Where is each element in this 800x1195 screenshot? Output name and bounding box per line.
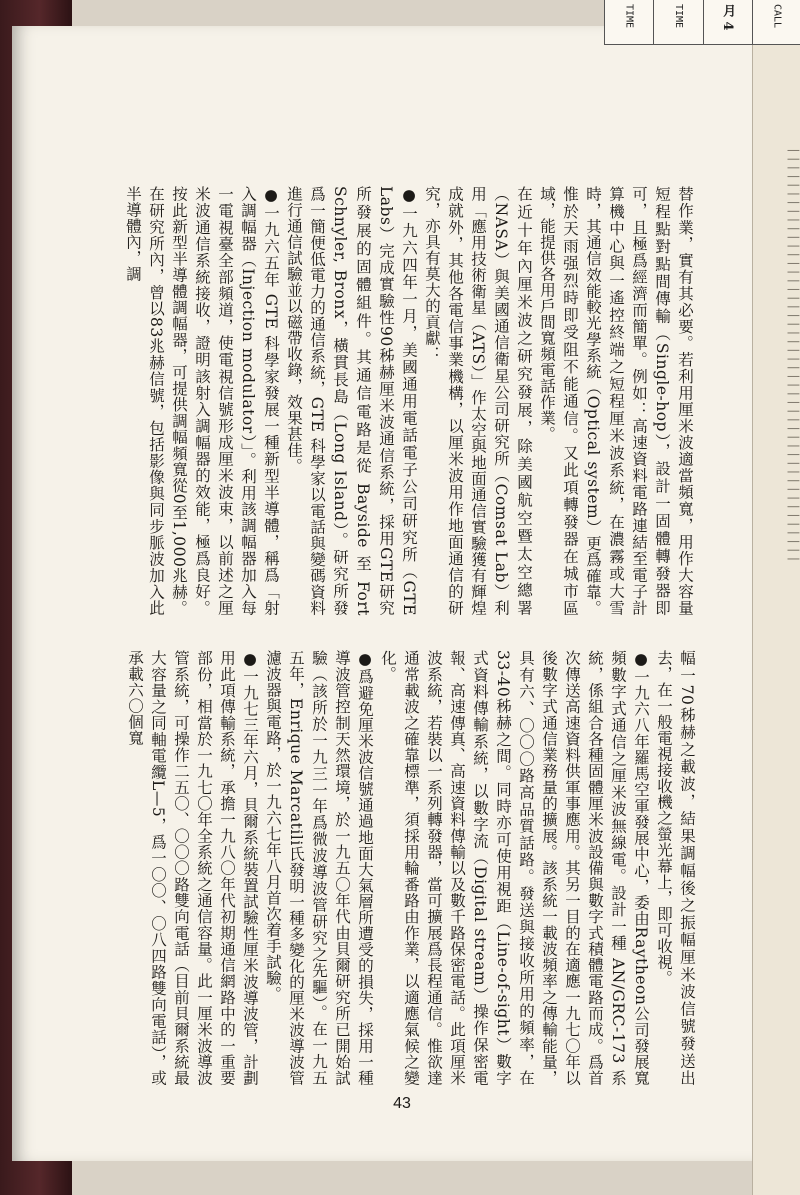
paragraph: 幅一70秭赫之載波，結果調幅後之振幅厘米波信號發送出去，在一般電視接收機之螢光幕上，即可收視。 — [655, 650, 696, 1086]
paragraph: ●一九六八年羅馬空軍發展中心，委由Raytheon公司發展寬頻數字式通信之厘米波無線電。設計一種 AN/GRC-173 系統，係組合各種固體厘米波設備與數字式積體電路而成。爲首次傳送高速資料供軍事應用。其另一目的在適應一九七〇年以後數字式通信業務量的擴展。該系統一載波頻率之傳輸能量，具有六、〇〇〇路高品質話路。發送與接收所用的頻率，在33-40秭赫之間。同時亦可使用視距（Line-of-sight）數字式資料傳輸系統，以數字流（Digital stream）操作保密電報、高速傳真、高速資料傳輸以及數千路保密電話。此項厘米波系統，若裝以一系列轉發器，當可擴展爲長程通信。惟欲達通常載波之確靠標準，須採用輪番路由作業，以適應氣候之變化。 — [379, 650, 650, 1086]
paragraph: 替作業，實有其必要。若利用厘米波適當頻寬，用作大容量短程點對點間傳輸（Single-hop），設計一固體轉發器即可，且極爲經濟而簡單。例如：高速資料電路連結至電子計算機中心與一遙控終端之短程厘米波系統，在濃霧或大雪時，其通信效能較光學系統（Optical system）更爲確靠。惟於天雨强烈時即受阻不能通信。又此項轉發器在城市區域，能提供各用戶間寬頻電話作業。 — [538, 186, 694, 616]
paragraph: ●一九七三年六月，貝爾系統裝置試驗性厘米波導波管，計劃用此項傳輸系統，承擔一九八〇年代初期通信網路中的一重要部份，相當於一九七〇年全系統之通信容量。此一厘米波導波管系統，可操作二五〇、〇〇〇路雙向電話（目前貝爾系統最大容量之同軸電纜L—5，爲一〇〇、〇八四路雙向電話），或承載六〇個寬 — [126, 650, 259, 1086]
stamp-cell: TIME — [605, 0, 654, 44]
paragraph: 在近十年內厘米波之研究發展，除美國航空暨太空總署（NASA）與美國通信衛星公司研究所（Comsat Lab）利用「應用技術衛星（ATS）」作太空與地面通信實驗獲有輝煌成就外，其他各電信事業機構，以厘米波用作地面通信的研究，亦具有莫大的貢獻： — [423, 186, 533, 616]
stamp-cell: TIME — [654, 0, 703, 44]
paragraph: ●一九六四年一月，美國通用電話電子公司研究所（GTE Labs）完成實驗性90秭赫厘米波通信系統，採用GTE研究所發展的固體組件。其通信電路是從 Bayside 至 Fort Schnyler, Bronx，橫貫長島（Long Island）。研究所發爲一簡便低電力的通信系統，GTE 科學家以電話與變碼資料進行通信試驗並以磁帶收錄，效果甚佳。 — [285, 186, 418, 616]
upper-text-column — [78, 186, 696, 616]
adjacent-page-texture: ▏▏▏▏▏▏▏▏▏▏▏▏▏▏▏▏▏▏▏▏▏▏▏▏▏▏▏▏▏▏▏▏▏▏▏▏▏▏▏▏▏▏▏▏▏▏▏▏ — [787, 150, 798, 568]
paragraph: ●一九六五年 GTE 科學家發展一種新型半導體，稱爲「射入調幅器（Injection modulator）」。利用該調幅器加入每一電視臺全部頻道，使電視信號形成厘米波束，以前述之厘米波通信系統接收，證明該射入調幅器的效能，極爲良好。按此新型半導體調幅器，可提供調幅頻寬從0至1,000兆赫。在研究所內，曾以83兆赫信號，包括影像與同步脈波加入此半導體內，調 — [124, 186, 280, 616]
lower-text-column — [126, 650, 698, 1086]
stamp-cell: CALL — [771, 4, 783, 29]
adjacent-page-edge — [752, 0, 800, 1195]
stamp-cell: 月 4 — [704, 0, 753, 44]
paragraph: ●爲避免厘米波信號通過地面大氣層所遭受的損失，採用一種導波管控制天然環境，於一九五〇年代由貝爾研究所已開始試驗（該所於一九三一年爲微波導波管研究之先驅）。在一九五五年，Enrique Marcatili氏發明一種多變化的厘米波導波管濾波器與電路，於一九六七年八月首次着手試驗。 — [264, 650, 374, 1086]
page-number: 43 — [393, 1095, 411, 1112]
library-stamp — [604, 0, 800, 45]
